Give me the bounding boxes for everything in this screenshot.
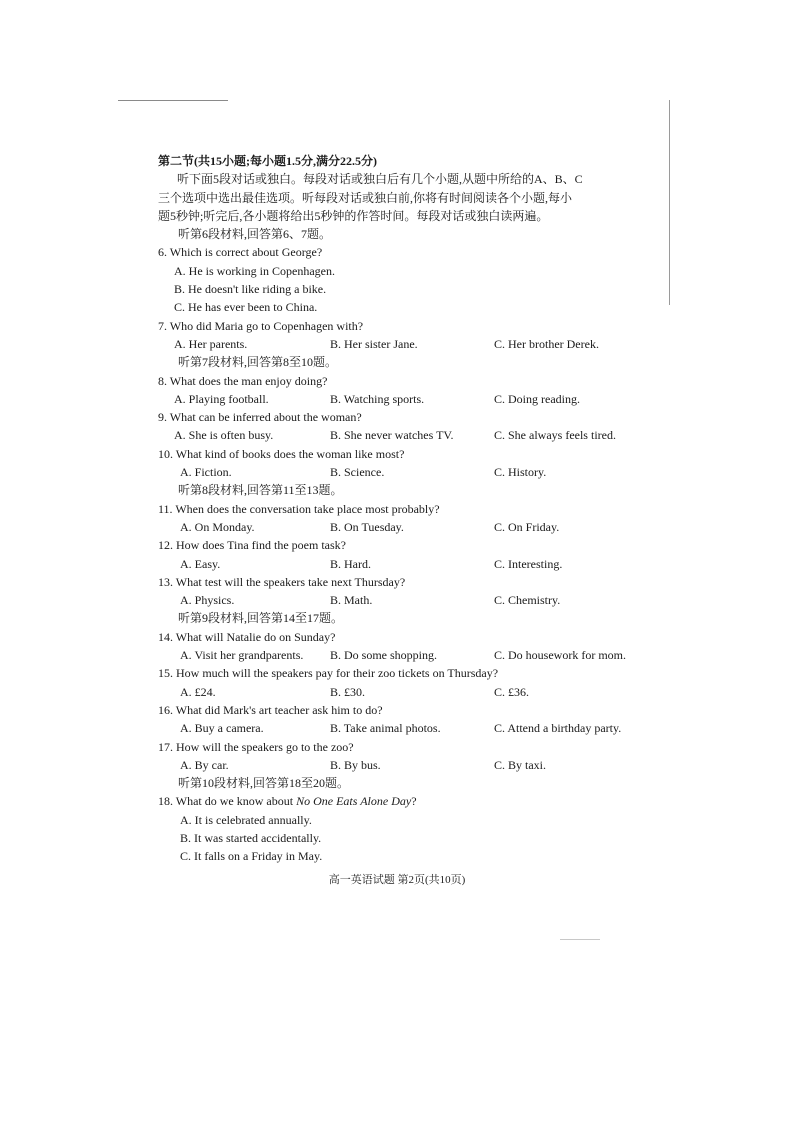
listening-prompt: 听第9段材料,回答第14至17题。 bbox=[178, 611, 344, 626]
question-text: 14. What will Natalie do on Sunday? bbox=[158, 629, 336, 644]
question-text: 12. How does Tina find the poem task? bbox=[158, 538, 346, 553]
options-row bbox=[158, 555, 658, 573]
option-a: A. She is often busy. bbox=[174, 428, 274, 443]
option-c: C. Doing reading. bbox=[494, 391, 580, 406]
option-c: C. Chemistry. bbox=[494, 593, 561, 608]
option-a: A. Buy a camera. bbox=[180, 721, 264, 736]
page-footer: 高一英语试题 第2页(共10页) bbox=[328, 874, 466, 886]
option-b: B. Her sister Jane. bbox=[330, 336, 418, 351]
options-row bbox=[158, 390, 658, 408]
option-c: C. She always feels tired. bbox=[494, 428, 616, 443]
option-c: C. He has ever been to China. bbox=[174, 300, 318, 315]
question-prefix: 18. What do we know about bbox=[158, 794, 297, 809]
option-b: B. Hard. bbox=[330, 556, 371, 571]
section-heading: 第二节(共15小题;每小题1.5分,满分22.5分) bbox=[158, 154, 377, 168]
option-b: B. Science. bbox=[330, 465, 385, 480]
scan-edge-line bbox=[669, 100, 670, 305]
option-c: C. It falls on a Friday in May. bbox=[180, 849, 323, 864]
instructions-line: 三个选项中选出最佳选项。听每段对话或独白前,你将有时间阅读各个小题,每小 bbox=[158, 190, 573, 205]
option-c: C. Interesting. bbox=[494, 556, 563, 571]
option-b: B. She never watches TV. bbox=[330, 428, 454, 443]
question-text: 8. What does the man enjoy doing? bbox=[158, 373, 328, 388]
options-row bbox=[158, 683, 658, 701]
question-text: 13. What test will the speakers take next Thursday? bbox=[158, 574, 406, 589]
option-c: C. Attend a birthday party. bbox=[494, 721, 622, 736]
day-title: No One Eats Alone Day bbox=[296, 794, 412, 809]
options-row bbox=[158, 591, 658, 609]
option-b: B. Math. bbox=[330, 593, 373, 608]
options-row bbox=[158, 518, 658, 536]
option-b: B. By bus. bbox=[330, 757, 381, 772]
question-suffix: ? bbox=[411, 794, 417, 809]
option-a: A. £24. bbox=[180, 684, 216, 699]
listening-prompt: 听第6段材料,回答第6、7题。 bbox=[178, 227, 332, 242]
instructions-line: 听下面5段对话或独白。每段对话或独白后有几个小题,从题中所给的A、B、C bbox=[177, 172, 583, 187]
option-a: A. On Monday. bbox=[180, 519, 255, 534]
options-row bbox=[158, 335, 658, 353]
option-c: C. On Friday. bbox=[494, 519, 560, 534]
option-c: C. History. bbox=[494, 465, 547, 480]
option-b: B. Watching sports. bbox=[330, 391, 425, 406]
options-row bbox=[158, 426, 658, 444]
scan-speck bbox=[560, 939, 600, 940]
question-text bbox=[158, 792, 658, 810]
options-row bbox=[158, 463, 658, 481]
listening-prompt: 听第10段材料,回答第18至20题。 bbox=[178, 776, 350, 791]
option-b: B. He doesn't like riding a bike. bbox=[174, 282, 327, 297]
listening-prompt: 听第8段材料,回答第11至13题。 bbox=[178, 483, 343, 498]
option-b: B. It was started accidentally. bbox=[180, 830, 322, 845]
question-text: 17. How will the speakers go to the zoo? bbox=[158, 739, 354, 754]
question-text: 15. How much will the speakers pay for their zoo tickets on Thursday? bbox=[158, 666, 499, 681]
option-a: A. Visit her grandparents. bbox=[180, 648, 304, 663]
question-text: 10. What kind of books does the woman like most? bbox=[158, 446, 405, 461]
option-a: A. It is celebrated annually. bbox=[180, 812, 312, 827]
option-b: B. Take animal photos. bbox=[330, 721, 441, 736]
listening-prompt: 听第7段材料,回答第8至10题。 bbox=[178, 355, 338, 370]
option-a: A. By car. bbox=[180, 757, 229, 772]
options-row bbox=[158, 756, 658, 774]
options-row bbox=[158, 719, 658, 737]
option-b: B. £30. bbox=[330, 684, 366, 699]
option-a: A. Easy. bbox=[180, 556, 221, 571]
option-a: A. He is working in Copenhagen. bbox=[174, 263, 335, 278]
option-a: A. Fiction. bbox=[180, 465, 232, 480]
option-a: A. Playing football. bbox=[174, 391, 269, 406]
question-text: 9. What can be inferred about the woman? bbox=[158, 410, 362, 425]
exam-page-content bbox=[158, 152, 658, 866]
question-text: 16. What did Mark's art teacher ask him to do? bbox=[158, 702, 383, 717]
option-c: C. By taxi. bbox=[494, 757, 547, 772]
scan-edge-line bbox=[118, 100, 228, 101]
question-text: 11. When does the conversation take place most probably? bbox=[158, 501, 440, 516]
option-b: B. Do some shopping. bbox=[330, 648, 438, 663]
option-c: C. Her brother Derek. bbox=[494, 336, 599, 351]
option-c: C. Do housework for mom. bbox=[494, 648, 626, 663]
question-text: 7. Who did Maria go to Copenhagen with? bbox=[158, 318, 364, 333]
instructions-line: 题5秒钟;听完后,各小题将给出5秒钟的作答时间。每段对话或独白读两遍。 bbox=[158, 208, 549, 223]
question-text: 6. Which is correct about George? bbox=[158, 245, 323, 260]
option-c: C. £36. bbox=[494, 684, 530, 699]
option-a: A. Physics. bbox=[180, 593, 235, 608]
options-row bbox=[158, 646, 658, 664]
option-b: B. On Tuesday. bbox=[330, 519, 404, 534]
option-a: A. Her parents. bbox=[174, 336, 248, 351]
